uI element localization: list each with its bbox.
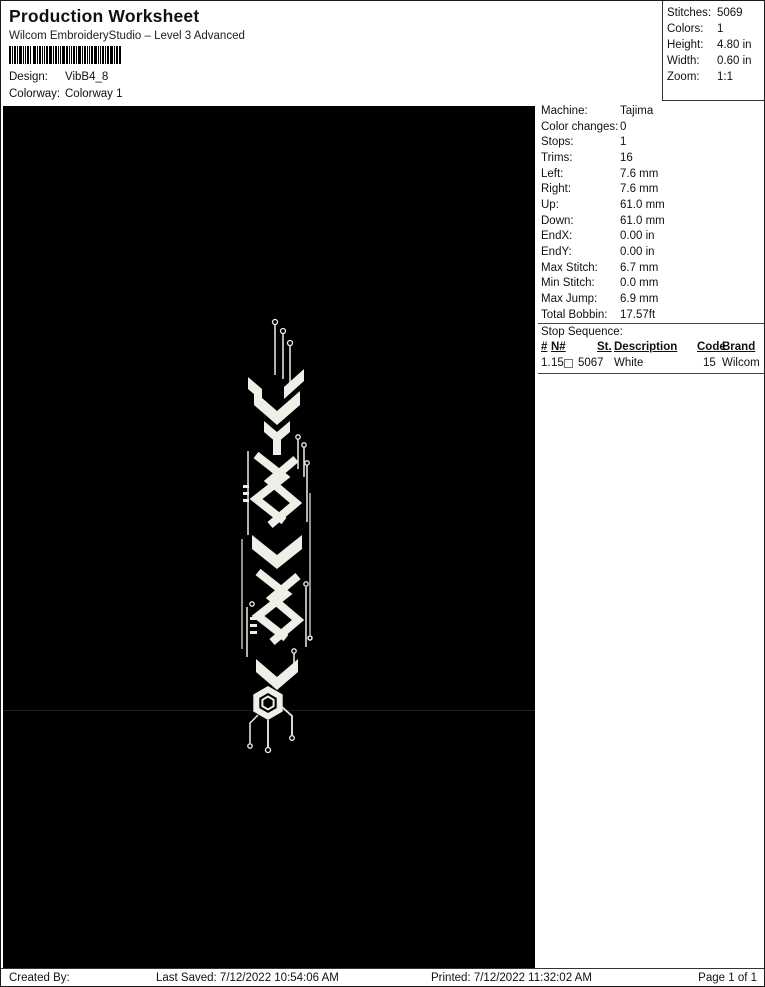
endx-value: 0.00 in: [620, 230, 655, 243]
machine-info-panel: [538, 104, 764, 968]
min-stitch-row: [538, 276, 764, 292]
color-changes-row: [538, 120, 764, 136]
stop-sequence-title: Stop Sequence:: [541, 326, 623, 338]
right-value: 7.6 mm: [620, 183, 659, 196]
colors-label: Colors:: [667, 23, 704, 35]
width-value: 0.60 in: [717, 55, 752, 67]
colorway-label: Colorway:: [9, 88, 61, 100]
row-code: 15: [703, 357, 716, 369]
stitches-label: Stitches:: [667, 7, 712, 19]
stops-value: 1: [620, 136, 627, 149]
endx-row: [538, 229, 764, 245]
max-stitch-row: [538, 261, 764, 277]
stitches-value: 5069: [717, 7, 743, 19]
stop-sequence-row: [538, 357, 764, 372]
stops-row: [538, 135, 764, 151]
machine-label: Machine:: [541, 105, 588, 117]
row-description: White: [614, 357, 644, 369]
app-subtitle: Wilcom EmbroideryStudio – Level 3 Advanced: [9, 30, 245, 42]
right-label: Right:: [541, 183, 572, 196]
endy-label: EndY:: [541, 245, 572, 258]
total-bobbin-label: Total Bobbin:: [541, 308, 608, 321]
footer-bar: [1, 968, 764, 987]
width-label: Width:: [667, 55, 700, 67]
design-summary-box: [662, 1, 764, 101]
max-stitch-label: Max Stitch:: [541, 261, 598, 274]
color-changes-value: 0: [620, 120, 627, 133]
down-value: 61.0 mm: [620, 214, 665, 227]
row-n: 15: [551, 357, 564, 369]
stop-sequence-header-row: [538, 341, 764, 356]
colorway-value: Colorway 1: [65, 88, 123, 100]
trims-label: Trims:: [541, 151, 573, 164]
row-st: 5067: [578, 357, 604, 369]
endy-value: 0.00 in: [620, 245, 655, 258]
colors-row: [663, 21, 764, 37]
col-description: Description: [614, 341, 678, 353]
height-row: [663, 37, 764, 53]
machine-row: [538, 104, 764, 120]
total-bobbin-value: 17.57ft: [620, 308, 656, 321]
down-label: Down:: [541, 214, 574, 227]
total-bobbin-row: [538, 308, 764, 324]
colors-value: 1: [717, 23, 724, 35]
design-name-row: [9, 71, 108, 83]
max-stitch-value: 6.7 mm: [620, 261, 659, 274]
col-n: N#: [551, 341, 566, 353]
col-st: St.: [597, 341, 612, 353]
page-number: Page 1 of 1: [698, 972, 757, 984]
stitches-row: [663, 5, 764, 21]
col-num: #: [541, 341, 548, 353]
min-stitch-label: Min Stitch:: [541, 277, 595, 290]
down-row: [538, 214, 764, 230]
stitch-preview-canvas: [3, 106, 535, 968]
endx-label: EndX:: [541, 230, 573, 243]
stop-sequence-top-border: [538, 323, 764, 324]
printed-text: Printed: 7/12/2022 11:32:02 AM: [431, 972, 592, 984]
barcode-icon: [9, 46, 122, 69]
height-value: 4.80 in: [717, 39, 752, 51]
stop-sequence-bottom-border: [538, 373, 764, 374]
up-row: [538, 198, 764, 214]
design-value: VibB4_8: [65, 71, 109, 83]
zoom-label: Zoom:: [667, 71, 700, 83]
max-jump-value: 6.9 mm: [620, 292, 659, 305]
header: [1, 1, 661, 105]
colorway-row: [9, 88, 123, 100]
left-row: [538, 167, 764, 183]
zoom-row: [663, 69, 764, 85]
col-code: Code: [697, 341, 726, 353]
min-stitch-value: 0.0 mm: [620, 277, 659, 290]
up-label: Up:: [541, 198, 559, 211]
up-value: 61.0 mm: [620, 198, 665, 211]
created-by-label: Created By:: [9, 972, 70, 984]
height-label: Height:: [667, 39, 704, 51]
machine-value: Tajima: [620, 105, 654, 117]
width-row: [663, 53, 764, 69]
left-value: 7.6 mm: [620, 167, 659, 180]
embroidery-design-graphic: [238, 317, 316, 761]
max-jump-row: [538, 292, 764, 308]
left-label: Left:: [541, 167, 564, 180]
right-row: [538, 182, 764, 198]
stops-label: Stops:: [541, 136, 574, 149]
endy-row: [538, 245, 764, 261]
zoom-value: 1:1: [717, 71, 733, 83]
thread-checkbox[interactable]: [564, 359, 573, 368]
page-title: Production Worksheet: [9, 6, 200, 26]
row-num: 1.: [541, 357, 551, 369]
max-jump-label: Max Jump:: [541, 292, 598, 305]
color-changes-label: Color changes:: [541, 120, 619, 133]
col-brand: Brand: [722, 341, 756, 353]
last-saved-text: Last Saved: 7/12/2022 10:54:06 AM: [156, 972, 339, 984]
design-label: Design:: [9, 71, 48, 83]
row-brand: Wilcom: [722, 357, 760, 369]
trims-row: [538, 151, 764, 167]
trims-value: 16: [620, 151, 633, 164]
